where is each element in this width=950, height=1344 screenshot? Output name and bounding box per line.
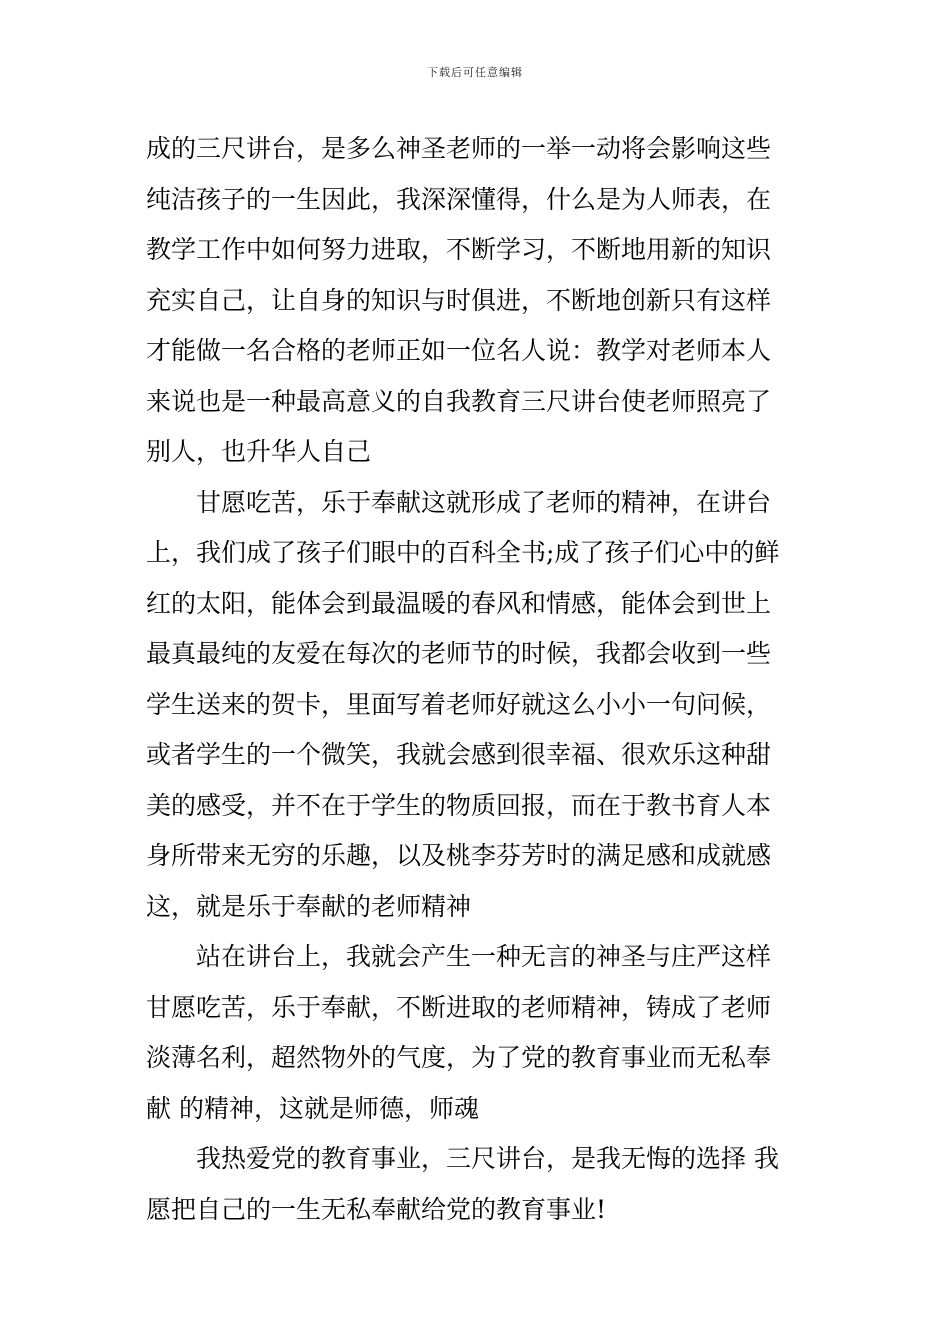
text-line: 愿把自己的一生无私奉献给党的教育事业! bbox=[146, 1194, 607, 1224]
document-body bbox=[146, 124, 808, 1235]
text-line: 这，就是乐于奉献的老师精神 bbox=[146, 891, 472, 921]
text-line: 纯洁孩子的一生因此，我深深懂得，什么是为人师表，在 bbox=[146, 184, 772, 214]
text-line: 来说也是一种最高意义的自我教育三尺讲台使老师照亮了 bbox=[146, 386, 772, 416]
text-line: 美的感受，并不在于学生的物质回报，而在于教书育人本 bbox=[146, 790, 772, 820]
text-line: 或者学生的一个微笑，我就会感到很幸福、很欢乐这种甜 bbox=[146, 740, 772, 769]
text-line: 学生送来的贺卡，里面写着老师好就这么小小一句问候， bbox=[146, 689, 772, 719]
text-line: 红的太阳，能体会到最温暖的春风和情感，能体会到世上 bbox=[146, 588, 772, 618]
text-line: 成的三尺讲台，是多么神圣老师的一举一动将会影响这些 bbox=[146, 134, 772, 163]
text-line: 站在讲台上，我就会产生一种无言的神圣与庄严这样 bbox=[196, 942, 772, 971]
text-line: 上，我们成了孩子们眼中的百科全书;成了孩子们心中的鲜 bbox=[146, 538, 780, 567]
page-header: 下载后可任意编辑 bbox=[427, 66, 523, 79]
paragraph-4 bbox=[146, 1134, 808, 1235]
paragraph-2 bbox=[146, 478, 808, 933]
text-line: 甘愿吃苦，乐于奉献这就形成了老师的精神，在讲台 bbox=[196, 487, 772, 517]
text-line: 身所带来无穷的乐趣，以及桃李芬芳时的满足感和成就感 bbox=[146, 841, 772, 870]
paragraph-1 bbox=[146, 124, 808, 478]
text-line: 甘愿吃苦，乐于奉献，不断进取的老师精神，铸成了老师 bbox=[146, 992, 772, 1022]
text-line: 献 的精神，这就是师德，师魂 bbox=[146, 1093, 479, 1123]
text-line: 教学工作中如何努力进取，不断学习，不断地用新的知识 bbox=[146, 235, 772, 264]
text-line: 充实自己，让自身的知识与时俱进，不断地创新只有这样 bbox=[146, 285, 772, 315]
text-line: 才能做一名合格的老师正如一位名人说：教学对老师本人 bbox=[146, 336, 772, 365]
text-line: 淡薄名利，超然物外的气度，为了党的教育事业而无私奉 bbox=[146, 1043, 772, 1072]
paragraph-3 bbox=[146, 932, 808, 1134]
text-line: 最真最纯的友爱在每次的老师节的时候，我都会收到一些 bbox=[146, 639, 772, 668]
text-line: 别人，也升华人自己 bbox=[146, 437, 372, 466]
text-line: 我热爱党的教育事业，三尺讲台，是我无悔的选择 我 bbox=[196, 1144, 779, 1173]
